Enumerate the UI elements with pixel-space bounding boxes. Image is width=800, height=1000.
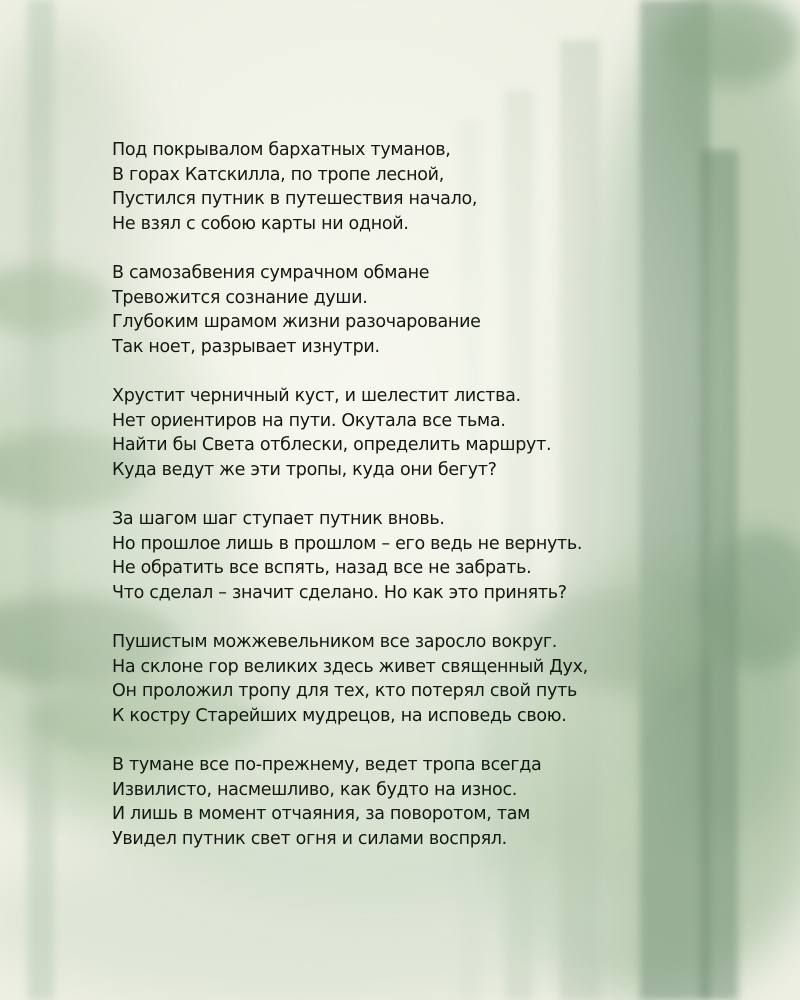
poem-line: Хрустит черничный куст, и шелестит листва.: [112, 386, 521, 406]
poem-line: В тумане все по-прежнему, ведет тропа всегда: [112, 755, 542, 775]
poem-stanza: [112, 507, 732, 605]
poem-line: Пустился путник в путешествия начало,: [112, 189, 478, 209]
poem-line: Глубоким шрамом жизни разочарование: [112, 312, 481, 332]
poem-line: Куда ведут же эти тропы, куда они бегут?: [112, 459, 497, 480]
poem-line: На склоне гор великих здесь живет священный Дух,: [112, 656, 588, 677]
poem-line: Пушистым можжевельником все заросло вокруг.: [112, 632, 558, 652]
poem-stanza: [112, 384, 732, 482]
poem-line: К костру Старейших мудрецов, на исповедь свою.: [112, 705, 567, 726]
poem-line: Найти бы Света отблески, определить маршрут.: [112, 435, 552, 455]
poem-line: Но прошлое лишь в прошлом – его ведь не вернуть.: [112, 533, 583, 554]
poem-line: Нет ориентиров на пути. Окутала все тьма.: [112, 410, 506, 431]
poem-line: За шагом шаг ступает путник вновь.: [112, 509, 445, 529]
poem-line: Не обратить все вспять, назад все не забрать.: [112, 558, 532, 578]
poem-line: Тревожится сознание души.: [112, 287, 368, 308]
poem-line: В самозабвения сумрачном обмане: [112, 263, 430, 283]
poem-line: Под покрывалом бархатных туманов,: [112, 140, 451, 160]
poem-line: Увидел путник свет огня и силами воспрял.: [112, 828, 507, 849]
poem-line: Не взял с собою карты ни одной.: [112, 213, 409, 234]
poem: [112, 138, 732, 876]
poem-line: И лишь в момент отчаяния, за поворотом, там: [112, 804, 531, 824]
poem-line: Так ноет, разрывает изнутри.: [112, 336, 380, 357]
poem-stanza: [112, 261, 732, 359]
poem-line: Извилисто, насмешливо, как будто на износ.: [112, 779, 518, 800]
poem-line: Он проложил тропу для тех, кто потерял свой путь: [112, 681, 578, 701]
poem-stanza: [112, 753, 732, 851]
poem-line: Что сделал – значит сделано. Но как это принять?: [112, 582, 567, 603]
poem-stanza: [112, 138, 732, 236]
poem-line: В горах Катскилла, по тропе лесной,: [112, 164, 444, 185]
poem-stanza: [112, 630, 732, 728]
